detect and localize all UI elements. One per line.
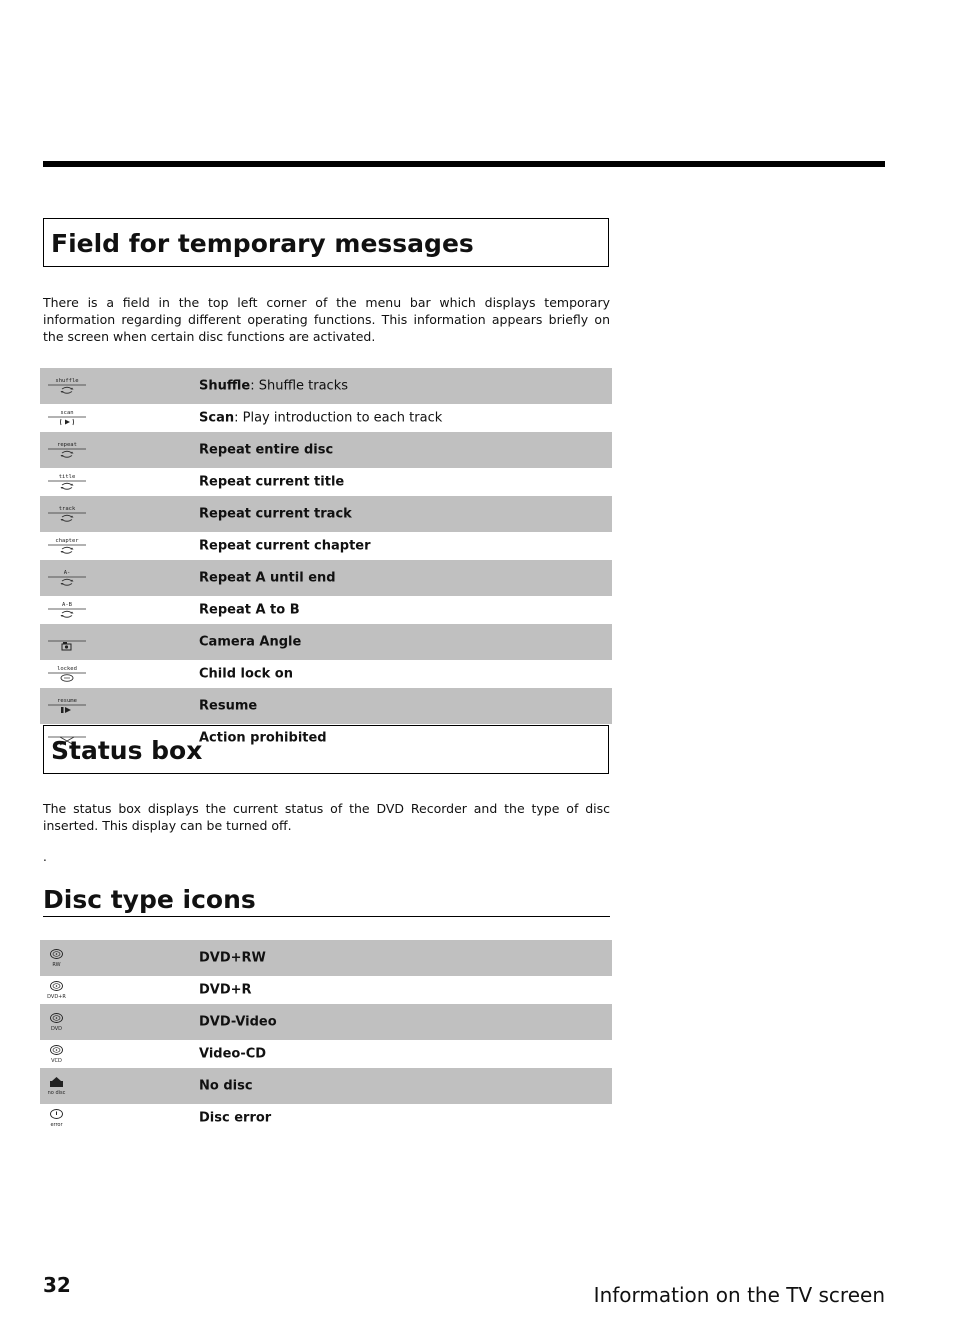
disc-type-name: Disc error [199, 1110, 272, 1126]
message-row-term: Camera Angle [199, 634, 302, 650]
icon-caption: title [58, 474, 76, 480]
message-row-label [199, 379, 348, 394]
message-row-term: Repeat A to B [199, 602, 300, 618]
shuffle-icon [46, 376, 88, 396]
icon-caption: scan [60, 410, 74, 416]
no-disc-icon [46, 1075, 68, 1097]
disc-vcd-icon [46, 1043, 68, 1065]
disc-type-label [199, 983, 252, 998]
disc-error-icon [46, 1107, 68, 1129]
message-row-label [199, 667, 293, 682]
page-number: 32 [43, 1273, 71, 1297]
icon-caption: A-B [62, 602, 72, 608]
message-row-label [199, 411, 442, 426]
icon-caption: shuffle [55, 378, 79, 384]
message-row-label [199, 603, 300, 618]
message-row-term: Action prohibited [199, 730, 327, 746]
disc-icon-caption: VCD [51, 1058, 62, 1064]
message-row-term: Repeat entire disc [199, 442, 334, 458]
disc-type-row [40, 1104, 612, 1132]
message-row-term: Repeat A until end [199, 570, 336, 586]
temporary-messages-table [40, 368, 612, 752]
message-row [40, 532, 612, 560]
disc-type-row [40, 1068, 612, 1104]
disc-type-row [40, 976, 612, 1004]
disc-icon-caption: error [50, 1122, 63, 1128]
disc-type-name: DVD+RW [199, 950, 266, 966]
repeat-a-end-icon [46, 568, 88, 588]
disc-type-name: DVD+R [199, 982, 252, 998]
disc-rw-icon [46, 947, 68, 969]
repeat-chapter-icon [46, 536, 88, 556]
message-row [40, 368, 612, 404]
disc-type-label [199, 951, 266, 966]
message-row-label [199, 635, 301, 650]
disc-type-name: DVD-Video [199, 1014, 277, 1030]
message-row-description: : Play introduction to each track [234, 410, 443, 426]
icon-caption: track [58, 506, 76, 512]
message-row-term: Shuffle [199, 378, 251, 394]
message-row [40, 560, 612, 596]
message-row-label [199, 507, 352, 522]
message-row-term: Resume [199, 698, 258, 714]
icon-caption: repeat [57, 442, 77, 448]
repeat-track-icon [46, 504, 88, 524]
message-row-label [199, 443, 333, 458]
message-row [40, 660, 612, 688]
section-heading-temporary-messages: Field for temporary messages [43, 218, 609, 267]
lock-icon [46, 664, 88, 684]
message-row-term: Repeat current track [199, 506, 352, 522]
message-row-label [199, 699, 257, 714]
disc-type-label [199, 1111, 271, 1126]
message-row-term: Repeat current chapter [199, 538, 371, 554]
disc-icon-caption: RW [52, 962, 61, 968]
resume-icon [46, 696, 88, 716]
disc-icon-caption: no disc [47, 1090, 66, 1096]
message-row [40, 596, 612, 624]
disc-type-label [199, 1015, 277, 1030]
disc-icon-caption: DVD [50, 1026, 63, 1032]
message-row-label [199, 475, 344, 490]
disc-type-row [40, 940, 612, 976]
scan-icon [46, 408, 88, 428]
repeat-a-b-icon [46, 600, 88, 620]
repeat-disc-icon [46, 440, 88, 460]
icon-caption: resume [57, 698, 77, 704]
footer-title: Information on the TV screen [593, 1283, 885, 1307]
disc-type-name: Video-CD [199, 1046, 267, 1062]
repeat-title-icon [46, 472, 88, 492]
message-row [40, 496, 612, 532]
disc-dvd-icon [46, 1011, 68, 1033]
disc-type-label [199, 1047, 266, 1062]
icon-caption: locked [57, 666, 77, 672]
message-row-term: Child lock on [199, 666, 293, 682]
message-row [40, 468, 612, 496]
disc-type-row [40, 1040, 612, 1068]
icon-caption: A- [63, 570, 71, 576]
message-row [40, 432, 612, 468]
top-rule [43, 161, 885, 167]
message-row-description: : Shuffle tracks [250, 378, 349, 394]
message-row [40, 404, 612, 432]
message-row [40, 688, 612, 724]
message-row-label [199, 571, 336, 586]
camera-angle-icon [46, 632, 88, 652]
disc-type-name: No disc [199, 1078, 253, 1094]
section-heading-disc-type-icons: Disc type icons [43, 884, 610, 917]
disc-type-label [199, 1079, 253, 1094]
disc-type-row [40, 1004, 612, 1040]
message-row-label [199, 539, 371, 554]
disc-icon-caption: DVD+R [47, 994, 66, 1000]
message-row [40, 624, 612, 660]
icon-caption: chapter [55, 538, 79, 544]
disc-type-table [40, 940, 612, 1132]
stray-dot: . [43, 850, 47, 864]
section-heading-status-box: Status box [43, 725, 609, 774]
message-row-term: Scan [199, 410, 235, 426]
temporary-messages-intro: There is a field in the top left corner of the menu bar which displays temporary information regarding different operating functions. This information appears briefly on the screen when certain disc functions are activated. [43, 295, 610, 344]
status-box-intro: The status box displays the current status of the DVD Recorder and the type of disc inserted. This display can be turned off. [43, 801, 610, 833]
disc-r-icon [46, 979, 68, 1001]
message-row-term: Repeat current title [199, 474, 345, 490]
